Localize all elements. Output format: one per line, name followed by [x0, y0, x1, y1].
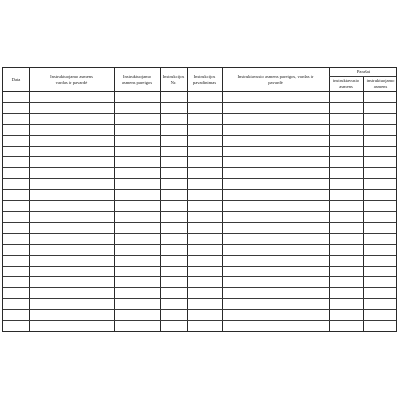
row-rule — [3, 200, 396, 201]
row-rule — [3, 156, 396, 157]
row-rule — [3, 211, 396, 212]
row-rule — [3, 178, 396, 179]
header-signatures-group — [329, 68, 398, 76]
row-rule — [3, 276, 396, 277]
row-rule — [3, 298, 396, 299]
header-signatures-group-label: Parašai — [356, 69, 371, 75]
row-rule — [3, 189, 396, 190]
header-instructor-signature — [329, 76, 363, 91]
row-rule — [3, 146, 396, 147]
row-rule — [3, 309, 396, 310]
header-instructor-signature-label: instruktavusio asmens — [332, 78, 360, 89]
header-instructor-position-name-label: Instruktavusio asmens pareigos, vardas ir pavardė — [237, 74, 314, 85]
row-rule — [3, 266, 396, 267]
header-instruction-no-label: Instrukcijos Nr. — [162, 74, 185, 85]
row-rule — [3, 222, 396, 223]
instruction-register-table — [2, 67, 397, 332]
header-instruction-no — [160, 68, 187, 91]
header-instructed-name-label: Instruktuojamo asmens vardas ir pavardė — [50, 74, 93, 85]
row-rule — [3, 102, 396, 103]
row-rule — [3, 287, 396, 288]
header-instructed-signature — [363, 76, 398, 91]
row-rule — [3, 255, 396, 256]
header-instructed-name — [29, 68, 114, 91]
header-instructed-signature-label: instruktuojamo asmens — [366, 78, 395, 89]
row-rule — [3, 233, 396, 234]
row-rule — [3, 167, 396, 168]
header-data-label: Data — [11, 76, 21, 82]
row-rule — [3, 124, 396, 125]
header-instructed-position — [114, 68, 160, 91]
header-instruction-name-label: Instrukcijos pavadinimas — [192, 74, 217, 85]
blank-rows-area — [3, 91, 396, 331]
row-rule — [3, 320, 396, 321]
header-instructed-position-label: Instruktuojamo asmens pareigos — [121, 74, 153, 85]
row-rule — [3, 113, 396, 114]
header-instruction-name — [187, 68, 222, 91]
row-rule — [3, 135, 396, 136]
header-instructor-position-name — [222, 68, 329, 91]
row-rule — [3, 244, 396, 245]
header-data — [3, 68, 29, 91]
